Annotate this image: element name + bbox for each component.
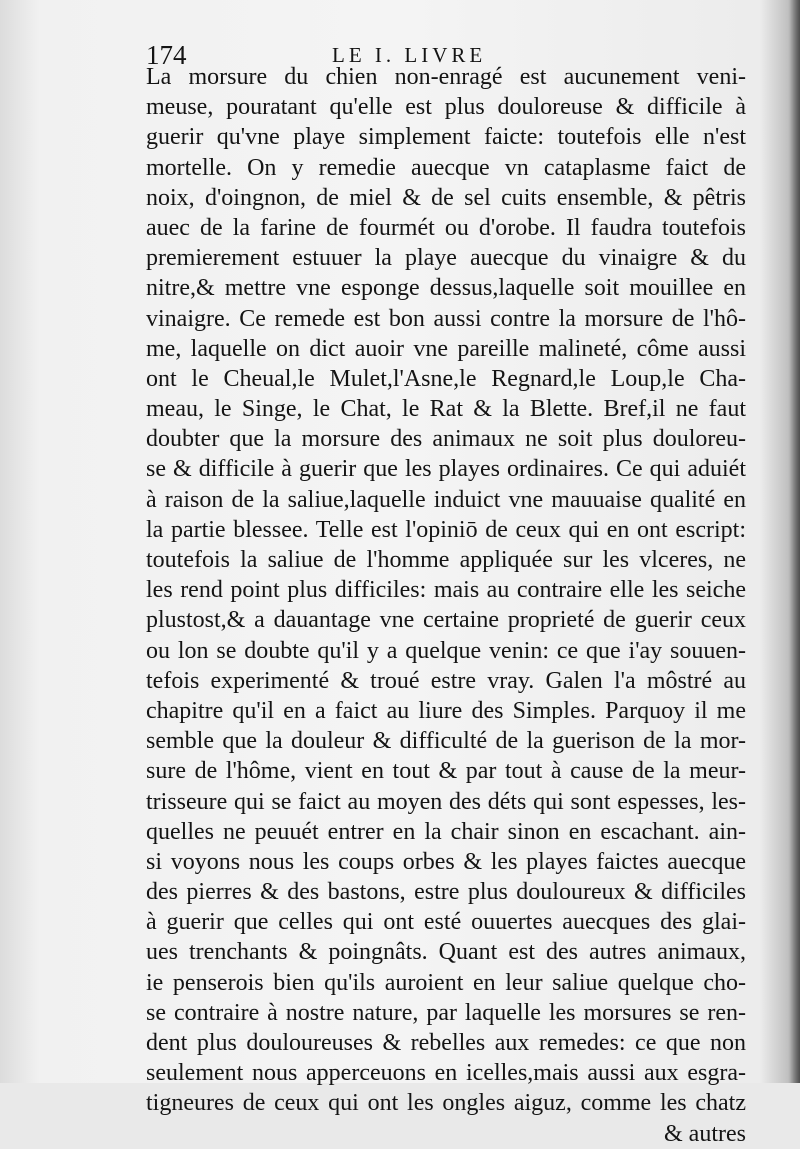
text-line: noix, d'oingnon, de miel & de sel cuits ensemble, & pêtris bbox=[146, 184, 746, 211]
text-line: La morsure du chien non-enragé est aucunement veni- bbox=[146, 64, 746, 90]
text-line: des pierres & des bastons, estre plus douloureux & difficiles bbox=[146, 879, 746, 906]
body-text bbox=[146, 62, 746, 1149]
text-line: trisseure qui se faict au moyen des déts qui sont espesses, les- bbox=[146, 788, 746, 815]
text-line: seulement nous apperceuons en icelles,mais aussi aux esgra- bbox=[146, 1060, 746, 1087]
text-line: dent plus douloureuses & rebelles aux remedes: ce que non bbox=[146, 1030, 746, 1056]
text-line: à raison de la saliue,laquelle induict vne mauuaise qualité en bbox=[146, 486, 746, 513]
text-line: nitre,& mettre vne esponge dessus,laquelle soit mouillee en bbox=[146, 275, 746, 302]
text-line: sure de l'hôme, vient en tout & par tout à cause de la meur- bbox=[146, 758, 746, 785]
text-line: ie penserois bien qu'ils auroient en leur saliue quelque cho- bbox=[146, 969, 746, 996]
text-line: à guerir que celles qui ont esté ouuertes auecques des glai- bbox=[146, 909, 746, 936]
text-line: premierement estuuer la playe auecque du vinaigre & du bbox=[146, 245, 746, 272]
text-line: guerir qu'vne playe simplement faicte: toutefois elle n'est bbox=[146, 124, 746, 151]
catchword: & autres bbox=[664, 1120, 746, 1147]
text-line: la partie blessee. Telle est l'opiniō de ceux qui en ont escript: bbox=[146, 516, 746, 543]
text-line: se & difficile à guerir que les playes ordinaires. Ce qui aduiét bbox=[146, 456, 746, 483]
text-line: mortelle. On y remedie auecque vn cataplasme faict de bbox=[146, 154, 746, 181]
text-line: se contraire à nostre nature, par laquelle les morsures se ren- bbox=[146, 999, 746, 1026]
text-line: ou lon se doubte qu'il y a quelque venin: ce que i'ay souuen- bbox=[146, 637, 746, 664]
text-line: chapitre qu'il en a faict au liure des Simples. Parquoy il me bbox=[146, 697, 746, 724]
text-line: me, laquelle on dict auoir vne pareille malineté, côme aussi bbox=[146, 335, 746, 362]
text-line: toutefois la saliue de l'homme appliquée sur les vlceres, ne bbox=[146, 547, 746, 573]
text-line: plustost,& a dauantage vne certaine proprieté de guerir ceux bbox=[146, 607, 746, 634]
text-line: quelles ne peuuét entrer en la chair sinon en escachant. ain- bbox=[146, 818, 746, 845]
text-line: meau, le Singe, le Chat, le Rat & la Blette. Bref,il ne faut bbox=[146, 396, 746, 423]
text-line: ues trenchants & poingnâts. Quant est des autres animaux, bbox=[146, 939, 746, 966]
text-line: si voyons nous les coups orbes & les playes faictes auecque bbox=[146, 848, 746, 875]
text-line: les rend point plus difficiles: mais au contraire elle les seiche bbox=[146, 577, 746, 604]
text-line: tefois experimenté & troué estre vray. Galen l'a môstré au bbox=[146, 667, 746, 694]
page-number: 174 bbox=[146, 40, 187, 70]
text-line: tigneures de ceux qui ont les ongles aiguz, comme les chatz bbox=[146, 1090, 746, 1117]
text-line: vinaigre. Ce remede est bon aussi contre la morsure de l'hô- bbox=[146, 305, 746, 332]
text-line: ont le Cheual,le Mulet,l'Asne,le Regnard,le Loup,le Cha- bbox=[146, 365, 746, 392]
page-gutter-shadow bbox=[788, 0, 800, 1083]
text-line: meuse, pouratant qu'elle est plus douloreuse & difficile à bbox=[146, 94, 746, 121]
running-title: LE I. LIVRE bbox=[332, 43, 487, 67]
text-line: doubter que la morsure des animaux ne soit plus douloreu- bbox=[146, 426, 746, 453]
text-line: semble que la douleur & difficulté de la guerison de la mor- bbox=[146, 728, 746, 755]
text-line: auec de la farine de fourmét ou d'orobe. Il faudra toutefois bbox=[146, 214, 746, 241]
